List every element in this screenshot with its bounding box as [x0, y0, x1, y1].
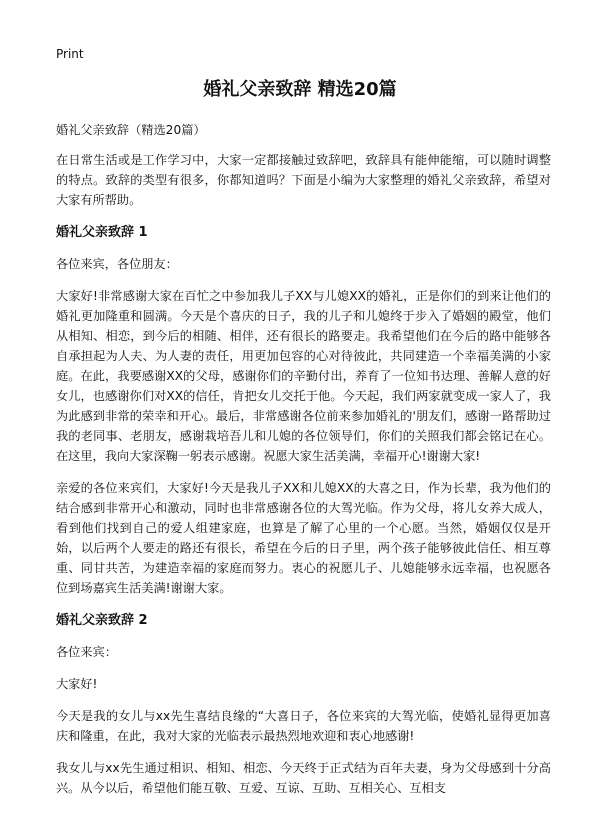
intro-paragraph: 在日常生活或是工作学习中，大家一定都接触过致辞吧，致辞具有能伸能缩，可以随时调整的特点。致辞的类型有很多，你都知道吗？下面是小编为大家整理的婚礼父亲致辞，希望对大家有所帮助。 [56, 153, 551, 207]
print-link[interactable]: Print [56, 47, 84, 61]
body-paragraph: 今天是我的女儿与xx先生喜结良缘的“大喜日子，各位来宾的大驾光临，使婚礼显得更加喜庆和隆重，在此，我对大家的光临表示最热烈地欢迎和衷心地感谢! [56, 709, 551, 743]
greeting-paragraph: 各位来宾，各位朋友： [56, 257, 178, 271]
body-paragraph: 亲爱的各位来宾们，大家好!今天是我儿子XX和儿媳XX的大喜之日，作为长辈，我为他们的结合感到非常开心和激动，同时也非常感谢各位的大驾光临。作为父母，将儿女养大成人，看到他们找到自己的爱人组建家庭，也算是了解了心里的一个心愿。当然，婚姻仅仅是开始，以后两个人要走的路还有很长，希望在今后的日子里，两个孩子能够彼此信任、相互尊重、同甘共苦，为建造幸福的家庭而努力。衷心的祝愿儿子、儿媳能够永远幸福，也祝愿各位到场嘉宾生活美满!谢谢大家。 [56, 481, 551, 595]
section-heading: 婚礼父亲致辞 1 [56, 225, 148, 240]
speech-section-1 [56, 222, 551, 598]
document-body [56, 120, 551, 810]
speech-section-2 [56, 610, 551, 798]
body-paragraph: 我女儿与xx先生通过相识、相知、相恋、今天终于正式结为百年夫妻，身为父母感到十分高兴。从今以后，希望他们能互敬、互爱、互谅、互助、互相关心、互相支 [56, 761, 551, 795]
greeting-paragraph: 大家好! [56, 677, 98, 691]
document-subtitle: 婚礼父亲致辞（精选20篇） [56, 123, 206, 137]
body-paragraph: 大家好!非常感谢大家在百忙之中参加我儿子XX与儿媳XX的婚礼，正是你们的到来让他们的婚礼更加隆重和圆满。今天是个喜庆的日子，我的儿子和儿媳终于步入了婚姻的殿堂，他们从相知、相恋，到今后的相随、相伴，还有很长的路要走。我希望他们在今后的路中能够各自承担起为人夫、为人妻的责任，用更加包容的心对待彼此，共同建造一个幸福美满的小家庭。在此，我要感谢XX的父母，感谢你们的辛勤付出，养育了一位知书达理、善解人意的好女儿，也感谢你们对XX的信任，肯把女儿交托于他。今天起，我们两家就变成一家人了，我为此感到非常的荣幸和开心。最后，非常感谢各位前来参加婚礼的'朋友们，感谢一路帮助过我的老同事、老朋友，感谢栽培吾儿和儿媳的各位领导们，你们的关照我们都会铭记在心。在这里，我向大家深鞠一躬表示感谢。祝愿大家生活美满，幸福开心!谢谢大家! [56, 289, 551, 463]
document-title: 婚礼父亲致辞 精选20篇 [203, 79, 397, 100]
section-heading: 婚礼父亲致辞 2 [56, 613, 148, 628]
greeting-paragraph: 各位来宾： [56, 645, 117, 659]
